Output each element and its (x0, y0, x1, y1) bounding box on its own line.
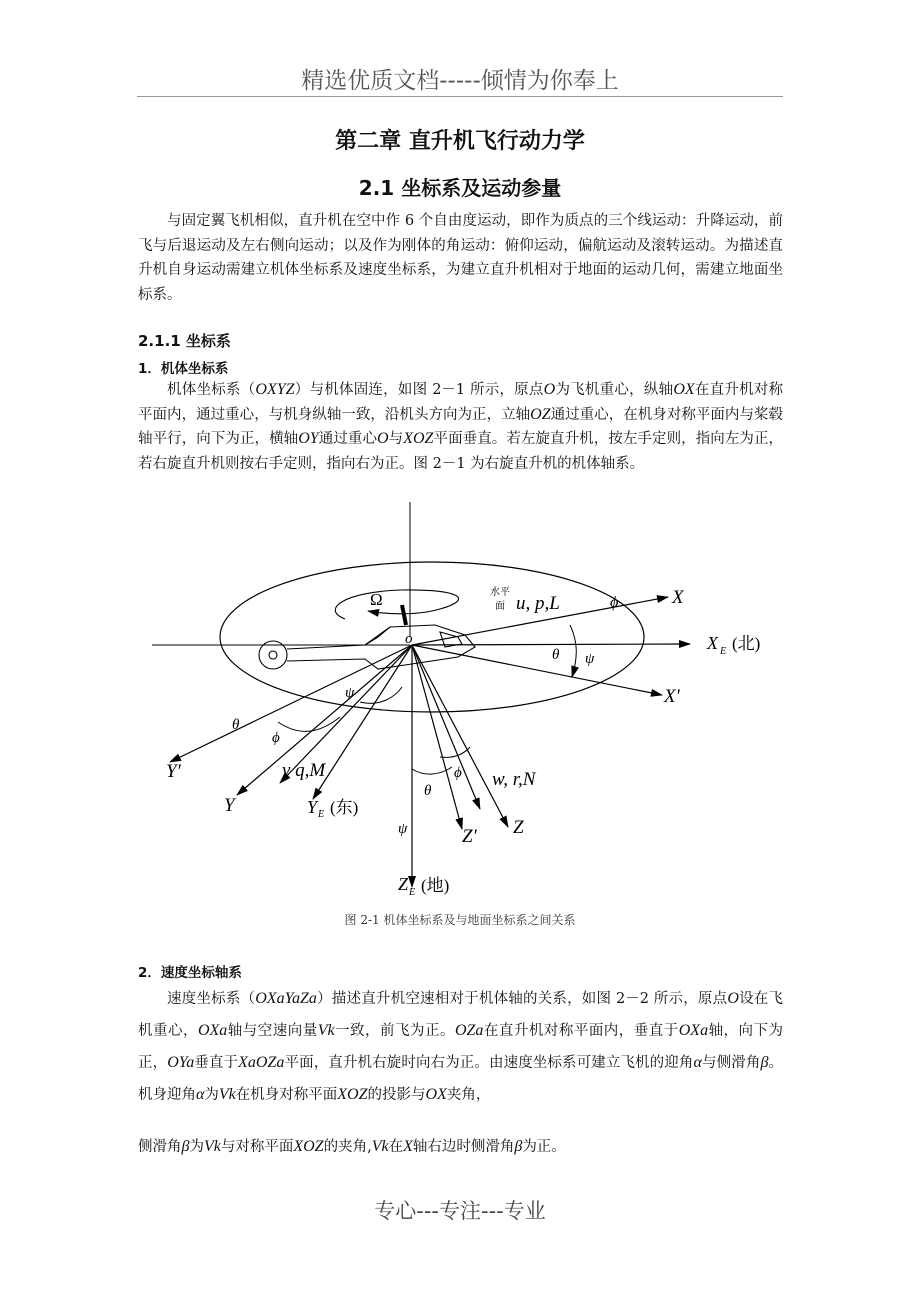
psi-arc-left (360, 687, 402, 703)
ye-axis (313, 645, 412, 799)
xe-label: X (707, 633, 718, 653)
origin-label: o (405, 631, 413, 647)
upl-label: u, p,L (516, 593, 560, 614)
xe-axis (412, 644, 690, 645)
xprime-axis (412, 645, 662, 695)
item2-paragraph: 速度坐标系（OXaYaZa）描述直升机空速相对于机体轴的关系，如图 2－2 所示，原点O设在飞机重心，OXa轴与空速向量Vk一致，前飞为正。OZa在直升机对称平面内，垂直于OXa轴，向下为正，OYa垂直于XaOZa平面，直升机右旋时向右为正。由速度坐标系可建立飞机的迎角α与侧滑角β。机身迎角α为Vk在机身对称平面XOZ的投影与OX夹角， (138, 990, 784, 1103)
section-title: 2.1 坐标系及运动参量 (358, 176, 562, 200)
phi-label-x: ϕ (610, 594, 619, 611)
horizontal-plane-label-1: 水平 (490, 587, 510, 598)
item2-paragraph-2: 侧滑角β为Vk与对称平面XOZ的夹角,Vk在X轴右边时侧滑角β为正。 (138, 1138, 566, 1155)
theta-label-bottom: θ (424, 783, 432, 799)
yprime-label: Y′ (166, 761, 181, 782)
psi-label-left: ψ (345, 685, 355, 701)
rotor-rotation-arrow (335, 590, 458, 619)
psi-label-right: ψ (585, 651, 595, 667)
y-label: Y (224, 795, 235, 816)
item1-title: 1．机体坐标系 (138, 361, 229, 377)
psi-label-bottom: ψ (398, 821, 408, 837)
horizontal-plane-ellipse (220, 562, 644, 712)
ye-east: (东) (330, 798, 359, 817)
page-footer: 专心---专注---专业 (374, 1199, 546, 1223)
z-axis (412, 645, 508, 827)
zprime-label: Z′ (462, 826, 477, 847)
helicopter-outline (259, 625, 475, 669)
theta-label-right: θ (552, 647, 560, 663)
subsection-title: 2.1.1 坐标系 (138, 332, 231, 350)
coordinate-system-figure (140, 497, 780, 897)
horizontal-plane-label-2: 面 (495, 601, 505, 612)
xe-sub: E (720, 646, 727, 657)
page-header: 精选优质文档-----倾情为你奉上 (301, 68, 619, 94)
chapter-title: 第二章 直升机飞行动力学 (335, 129, 585, 154)
ze-sub: E (409, 887, 416, 897)
ze-label: Z (398, 874, 409, 894)
vqm-label: v q,M (282, 760, 326, 781)
omega-label: Ω (370, 590, 383, 609)
phi-label-bottom: ϕ (454, 765, 462, 781)
wrn-axis (412, 645, 480, 809)
wrn-label: w, r,N (492, 769, 536, 790)
intro-paragraph: 与固定翼飞机相似，直升机在空中作 6 个自由度运动，即作为质点的三个线运动：升降运动，前飞与后退运动及左右侧向运动；以及作为刚体的角运动：俯仰运动，偏航运动及滚转运动。为描述直升机自身运动需建立机体坐标系及速度坐标系，为建立直升机相对于地面的运动几何，需建立地面坐标系。 (138, 213, 783, 303)
ye-label: Y (307, 797, 318, 817)
ye-sub: E (318, 809, 325, 820)
phi-label-left: ϕ (272, 730, 280, 746)
theta-psi-arc-right (570, 625, 576, 677)
theta-label-left: θ (232, 717, 240, 733)
z-label: Z (513, 817, 524, 838)
rotor-mast (402, 605, 406, 625)
zprime-axis (412, 645, 462, 829)
item1-paragraph: 机体坐标系（OXYZ）与机体固连，如图 2－1 所示，原点O为飞机重心，纵轴OX在直升机对称平面内，通过重心，与机身纵轴一致，沿机头方向为正，立轴OZ通过重心，在机身对称平面内与桨毂轴平行，向下为正，横轴OY通过重心O与XOZ平面垂直。若左旋直升机，按左手定则，指向左为正，若右旋直升机则按右手定则，指向右为正。图 2－1 为右旋直升机的机体轴系。 (138, 381, 784, 472)
item2-title: 2．速度坐标轴系 (138, 965, 242, 981)
ze-ground: (地) (421, 876, 450, 895)
xe-north: (北) (732, 634, 761, 653)
header-divider (137, 96, 783, 97)
x-label: X (672, 587, 684, 608)
figure-caption: 图 2-1 机体坐标系及与地面坐标系之间关系 (344, 913, 576, 927)
xprime-label: X′ (664, 686, 680, 707)
